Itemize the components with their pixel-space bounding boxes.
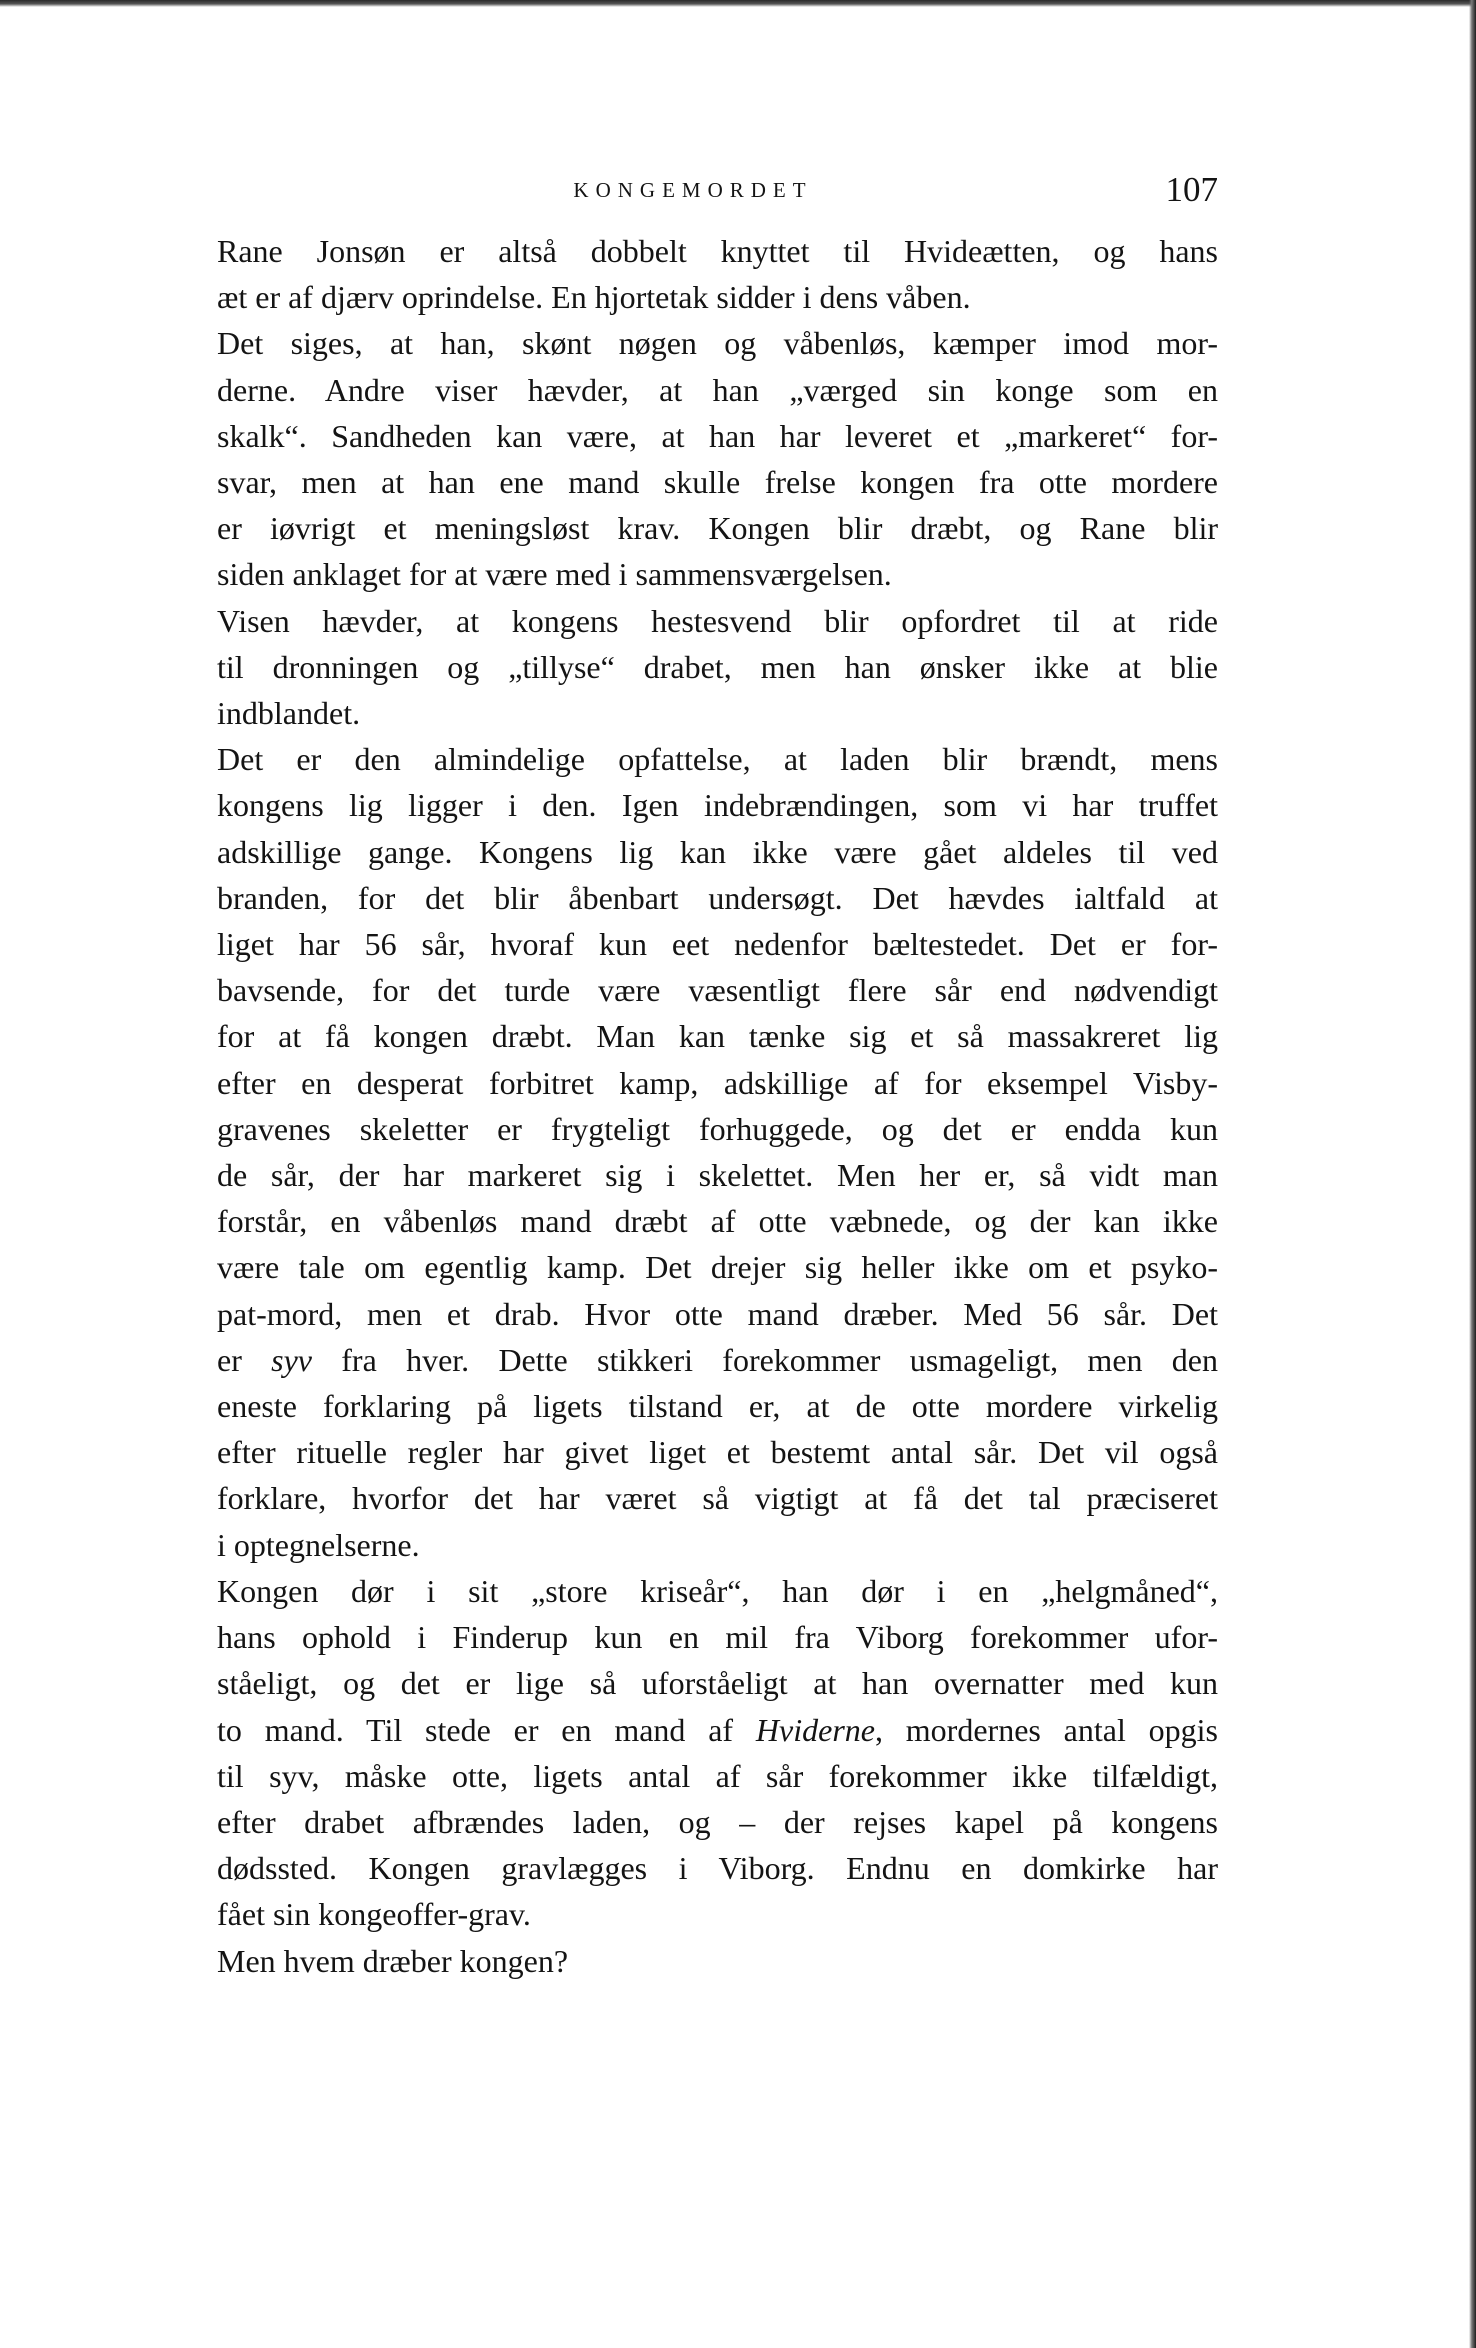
running-title: KONGEMORDET: [573, 178, 813, 202]
paragraph: [172, 1568, 1218, 1938]
paragraph: [172, 736, 1218, 1568]
text-line: ståeligt, og det er lige så uforståeligt at han overnatter med kun: [217, 1665, 1218, 1702]
running-head: [168, 170, 1218, 210]
text-line: efter rituelle regler har givet liget et bestemt antal sår. Det vil også: [217, 1434, 1218, 1471]
text-line: bavsende, for det turde være væsentligt flere sår end nødvendigt: [217, 972, 1218, 1009]
text-line: til syv, måske otte, ligets antal af sår forekommer ikke tilfældigt,: [217, 1757, 1218, 1794]
text-line: siden anklaget for at være med i sammensværgelsen.: [217, 556, 892, 593]
page-top-edge-shadow: [0, 0, 1476, 7]
text-line: pat-mord, men et drab. Hvor otte mand dræber. Med 56 sår. Det: [217, 1295, 1218, 1332]
text-line: de sår, der har markeret sig i skelettet. Men her er, så vidt man: [217, 1157, 1218, 1194]
text-line: æt er af djærv oprindelse. En hjortetak sidder i dens våben.: [217, 279, 971, 316]
text-line: gravenes skeletter er frygteligt forhuggede, og det er endda kun: [217, 1110, 1218, 1147]
text-line: fået sin kongeoffer-grav.: [217, 1896, 531, 1933]
text-line: efter en desperat forbitret kamp, adskillige af for eksempel Visby-: [217, 1064, 1218, 1101]
text-line: er iøvrigt et meningsløst krav. Kongen blir dræbt, og Rane blir: [217, 510, 1218, 547]
text-line: Rane Jonsøn er altså dobbelt knyttet til Hvideætten, og hans: [217, 233, 1218, 269]
text-line: to mand. Til stede er en mand af Hviderne, mordernes antal opgis: [217, 1711, 1219, 1748]
text-line: Visen hævder, at kongens hestesvend blir opfordret til at ride: [217, 602, 1218, 639]
text-line: er syv fra hver. Dette stikkeri forekommer usmageligt, men den: [217, 1341, 1219, 1378]
paragraph: [172, 598, 1218, 737]
text-line: derne. Andre viser hævder, at han „værged sin konge som en: [217, 371, 1218, 408]
paragraph: [172, 320, 1218, 597]
paragraph: [172, 1938, 1218, 1984]
text-line: Kongen dør i sit „store kriseår“, han dør i en „helgmåned“,: [217, 1572, 1218, 1609]
page-right-edge-shadow: [1469, 0, 1476, 2348]
text-line: for at få kongen dræbt. Man kan tænke sig et så massakreret lig: [217, 1018, 1218, 1055]
text-line: være tale om egentlig kamp. Det drejer sig heller ikke om et psyko-: [217, 1249, 1218, 1286]
text-line: svar, men at han ene mand skulle frelse kongen fra otte mordere: [217, 464, 1218, 501]
text-line: branden, for det blir åbenbart undersøgt. Det hævdes ialtfald at: [217, 879, 1218, 916]
text-line: adskillige gange. Kongens lig kan ikke være gået aldeles til ved: [217, 833, 1218, 870]
text-line: skalk“. Sandheden kan være, at han har leveret et „markeret“ for-: [217, 417, 1218, 454]
page-number: 107: [1165, 170, 1218, 209]
text-line: kongens lig ligger i den. Igen indebrændingen, som vi har truffet: [217, 787, 1218, 824]
text-line: Det siges, at han, skønt nøgen og våbenløs, kæmper imod mor-: [217, 325, 1218, 362]
paragraph: [172, 228, 1218, 320]
text-line: til dronningen og „tillyse“ drabet, men han ønsker ikke at blie: [217, 648, 1218, 685]
text-line: indblandet.: [217, 695, 361, 732]
text-line: Det er den almindelige opfattelse, at laden blir brændt, mens: [217, 741, 1218, 778]
text-line: forstår, en våbenløs mand dræbt af otte væbnede, og der kan ikke: [217, 1203, 1218, 1240]
text-line: i optegnelserne.: [217, 1526, 420, 1563]
text-line: hans ophold i Finderup kun en mil fra Viborg forekommer ufor-: [217, 1619, 1218, 1656]
body-text: [172, 228, 1218, 1984]
text-line: Men hvem dræber kongen?: [217, 1942, 569, 1979]
text-line: efter drabet afbrændes laden, og – der rejses kapel på kongens: [217, 1803, 1218, 1840]
text-line: liget har 56 sår, hvoraf kun eet nedenfor bæltestedet. Det er for-: [217, 926, 1218, 963]
text-line: dødssted. Kongen gravlægges i Viborg. Endnu en domkirke har: [217, 1850, 1218, 1887]
text-line: forklare, hvorfor det har været så vigtigt at få det tal præciseret: [217, 1480, 1218, 1517]
text-line: eneste forklaring på ligets tilstand er, at de otte mordere virkelig: [217, 1388, 1218, 1425]
